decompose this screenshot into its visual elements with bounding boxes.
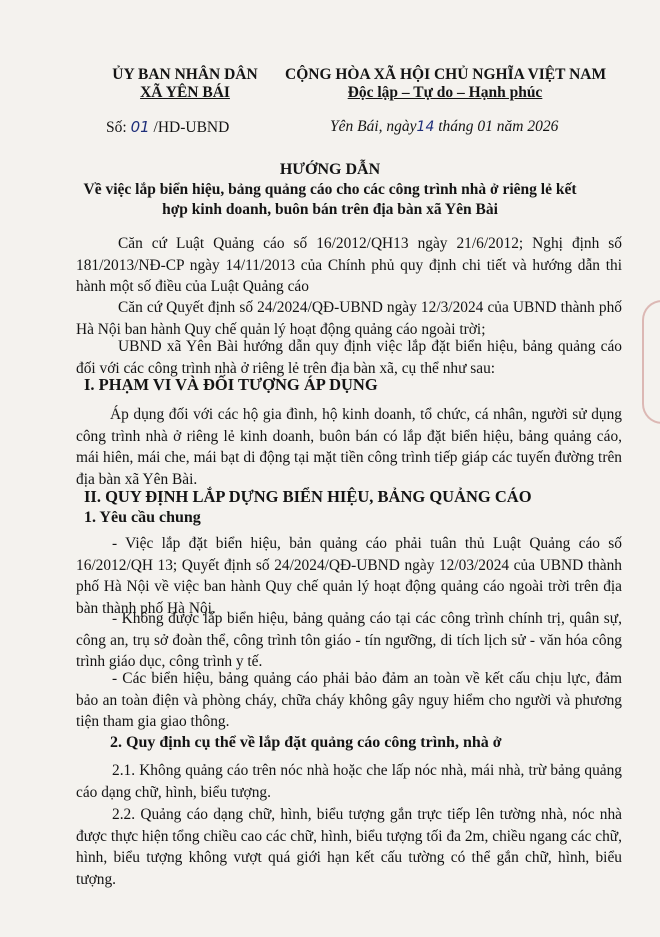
doc-no-suffix: /HD-UBND (153, 119, 230, 136)
date-suffix: tháng 01 năm 2026 (438, 118, 559, 135)
org-name-line2-text: XÃ YÊN BÁI (140, 84, 230, 101)
legal-basis-2: Căn cứ Quyết định số 24/2024/QĐ-UBND ngày 12/3/2024 của UBND thành phố Hà Nội ban hành Quy chế quản lý hoạt động quảng cáo ngoài trời; (76, 299, 622, 338)
legal-basis-1: Căn cứ Luật Quảng cáo số 16/2012/QH13 ngày 21/6/2012; Nghị định số 181/2013/NĐ-CP ngày 14/11/2013 của Chính phủ quy định chi tiết và hướng dẫn thi hành một số điều của Luật Quảng cáo (76, 235, 622, 295)
section-1-heading: I. PHẠM VI VÀ ĐỐI TƯỢNG ÁP DỤNG (84, 375, 378, 394)
document-subject-line1: Về việc lắp biển hiệu, bảng quảng cáo cho các công trình nhà ở riêng lẻ kết (83, 181, 577, 198)
document-title: HƯỚNG DẪN (279, 161, 381, 178)
motto-text: Độc lập – Tự do – Hạnh phúc (347, 84, 543, 101)
date-day-handwritten: 14 (416, 119, 435, 135)
document-number (106, 118, 229, 137)
org-name-line1: ỦY BAN NHÂN DÂN (112, 66, 258, 83)
requirement-2: - Không được lắp biển hiệu, bảng quảng cáo tại các công trình chính trị, quân sự, công an, trụ sở đoàn thể, công trình tôn giáo - tín ngưỡng, di tích lịch sử - văn hóa công trình giáo dục, công trình y tế. (76, 610, 622, 670)
doc-no-handwritten: 01 (130, 118, 150, 136)
document-subject-line2: hợp kinh doanh, buôn bán trên địa bàn xã Yên Bài (162, 201, 498, 218)
requirement-3: - Các biển hiệu, bảng quảng cáo phải bảo đảm an toàn về kết cấu chịu lực, đảm bảo an toàn điện và phòng cháy, chữa cháy không gây nguy hiểm cho người và phương tiện tham gia giao thông. (76, 670, 622, 730)
country-name: CỘNG HÒA XÃ HỘI CHỦ NGHĨA VIỆT NAM (285, 66, 607, 83)
doc-no-prefix: Số: (106, 119, 127, 136)
date-prefix: Yên Bái, ngày (330, 118, 417, 135)
org-name-line2 (100, 84, 270, 102)
rule-2-1: 2.1. Không quảng cáo trên nóc nhà hoặc che lấp nóc nhà, mái nhà, trừ bảng quảng cáo dạng chữ, hình, biểu tượng. (76, 762, 622, 801)
motto (285, 84, 605, 102)
rule-2-2: 2.2. Quảng cáo dạng chữ, hình, biểu tượng gắn trực tiếp lên tường nhà, nóc nhà được thực hiện tổng chiều cao các chữ, hình, biểu tượng tối đa 2m, chiều ngang các chữ, hình, biểu tượng không vượt quá giới hạn kết cấu tường có thể gắn chữ, hình, biểu tượng. (76, 806, 622, 888)
section-1-text: Áp dụng đối với các hộ gia đình, hộ kinh doanh, tổ chức, cá nhân, người sử dụng công trình nhà ở riêng lẻ kinh doanh, buôn bán có lắp đặt biển hiệu, bảng quảng cáo, mái hiên, mái che, mái bạt di động tại mặt tiền công trình tiếp giáp các tuyến đường trên địa bàn xã Yên Bài. (76, 406, 622, 488)
intro-paragraph: UBND xã Yên Bài hướng dẫn quy định việc lắp đặt biển hiệu, bảng quảng cáo đối với các công trình nhà ở riêng lẻ trên địa bàn xã, cụ thể như sau: (76, 338, 622, 377)
document-date (330, 118, 558, 136)
requirement-1: - Việc lắp đặt biển hiệu, bản quảng cáo phải tuân thủ Luật Quảng cáo số 16/2012/QH 13; Quyết định số 24/2024/QĐ-UBND ngày 12/03/2024 của UBND thành phố Hà Nội về việc ban hành Quy chế quản lý hoạt động quảng cáo ngoài trời trên địa bàn thành phố Hà Nội. (76, 535, 622, 617)
stamp-edge (642, 300, 660, 424)
section-2-heading: II. QUY ĐỊNH LẮP DỰNG BIỂN HIỆU, BẢNG QUẢNG CÁO (84, 487, 532, 506)
subsection-2-heading: 2. Quy định cụ thể về lắp đặt quảng cáo công trình, nhà ở (110, 734, 502, 751)
subsection-1-heading: 1. Yêu cầu chung (84, 509, 201, 526)
